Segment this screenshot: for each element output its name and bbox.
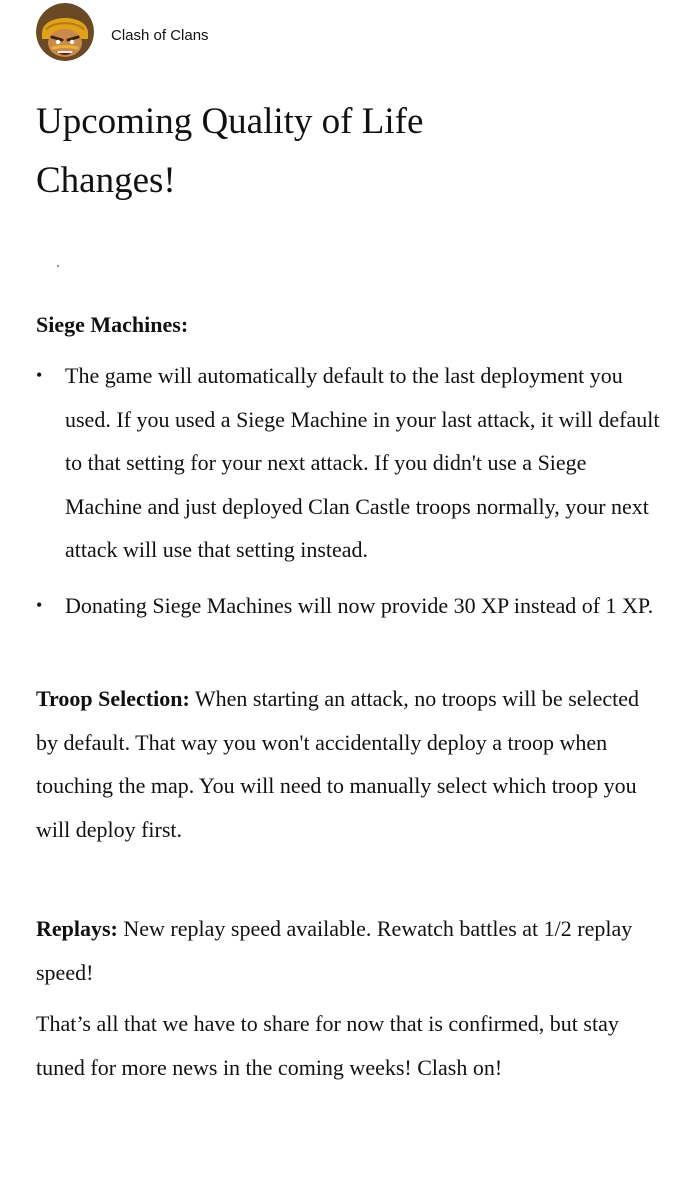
avatar[interactable] (36, 3, 94, 61)
article-title: Upcoming Quality of Life Changes! (36, 101, 424, 201)
barbarian-face-icon (36, 3, 94, 61)
replays-label: Replays: (36, 916, 118, 941)
troop-selection-paragraph (36, 677, 666, 851)
app-header (36, 3, 209, 61)
list-item (36, 354, 666, 572)
app-name[interactable]: Clash of Clans (111, 26, 209, 44)
siege-machines-heading: Siege Machines: (36, 312, 189, 337)
bullet-icon: • (36, 594, 43, 615)
list-item-text: The game will automatically default to the last deployment you used. If you used a Siege Machine in your last attack, it will default to that setting for your next attack. If you didn't use a Siege Machine and just deployed Clan Castle troops normally, your next attack will use that setting instead. (65, 363, 660, 562)
replays-paragraph (36, 907, 666, 994)
article (36, 92, 666, 1089)
replays-text: New replay speed available. Rewatch battles at 1/2 replay speed! (36, 916, 633, 985)
list-item-text: Donating Siege Machines will now provide 30 XP instead of 1 XP. (65, 592, 654, 618)
troop-selection-text: When starting an attack, no troops will be selected by default. That way you won't accidentally deploy a troop when touching the map. You will need to manually select which troop you will deploy first. (36, 686, 640, 842)
troop-selection-label: Troop Selection: (36, 686, 190, 711)
outro-paragraph: That’s all that we have to share for now that is confirmed, but stay tuned for more news in the coming weeks! Clash on! (36, 1011, 619, 1080)
list-item (36, 584, 666, 628)
bullet-icon: • (36, 365, 43, 385)
siege-machines-list (36, 354, 666, 627)
divider-dot (57, 265, 59, 267)
